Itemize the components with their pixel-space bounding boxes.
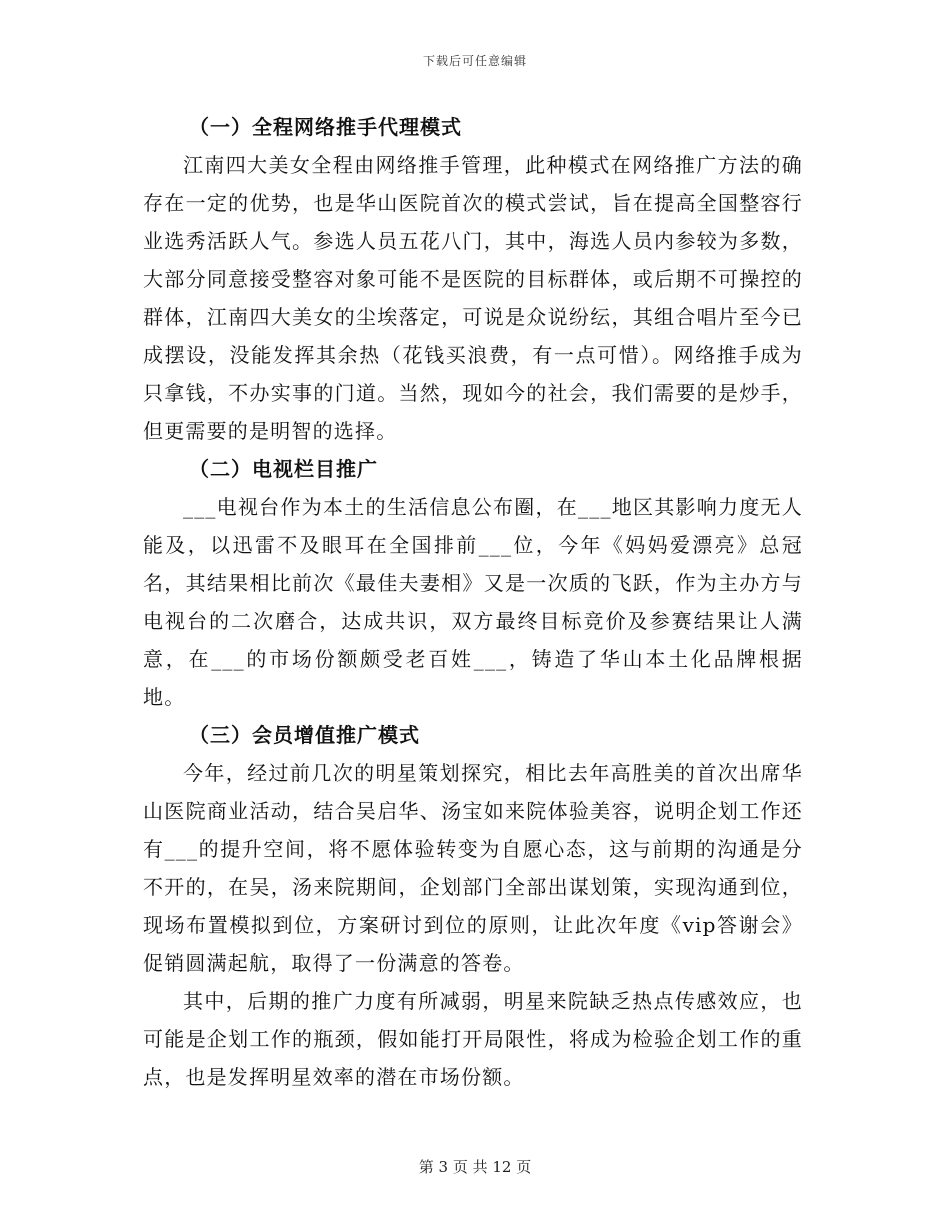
section-heading-3: （三）会员增值推广模式 bbox=[189, 723, 420, 747]
section-3-paragraph-2: 其中，后期的推广力度有所减弱，明星来院缺乏热点传感效应，也可能是企划工作的瓶颈，假如能打开局限性，将成为检验企划工作的重点，也是发挥明星效率的潜在市场份额。 bbox=[143, 989, 803, 1089]
document-body bbox=[143, 108, 803, 1096]
section-heading-2: （二）电视栏目推广 bbox=[189, 457, 378, 481]
header-note: 下载后可任意编辑 bbox=[422, 54, 527, 68]
section-1-paragraph-1: 江南四大美女全程由网络推手管理，此种模式在网络推广方法的确存在一定的优势，也是华山医院首次的模式尝试，旨在提高全国整容行业选秀活跃人气。参选人员五花八门，其中，海选人员内参较为多数，大部分同意接受整容对象可能不是医院的目标群体，或后期不可操控的群体，江南四大美女的尘埃落定，可说是众说纷纭，其组合唱片至今已成摆设，没能发挥其余热（花钱买浪费，有一点可惜）。网络推手成为只拿钱，不办实事的门道。当然，现如今的社会，我们需要的是炒手，但更需要的是明智的选择。 bbox=[143, 153, 803, 443]
section-3-paragraph-1: 今年，经过前几次的明星策划探究，相比去年高胜美的首次出席华山医院商业活动，结合吴启华、汤宝如来院体验美容，说明企划工作还有___的提升空间，将不愿体验转变为自愿心态，这与前期的沟通是分不开的，在吴，汤来院期间，企划部门全部出谋划策，实现沟通到位，现场布置模拟到位，方案研讨到位的原则，让此次年度《vip答谢会》促销圆满起航，取得了一份满意的答卷。 bbox=[143, 761, 803, 975]
section-heading-1: （一）全程网络推手代理模式 bbox=[189, 115, 462, 139]
section-2-paragraph-1: ___电视台作为本土的生活信息公布圈，在___地区其影响力度无人能及，以迅雷不及眼耳在全国排前___位，今年《妈妈爱漂亮》总冠名，其结果相比前次《最佳夫妻相》又是一次质的飞跃，作为主办方与电视台的二次磨合，达成共识，双方最终目标竞价及参赛结果让人满意，在___的市场份额颇受老百姓___，铸造了华山本土化品牌根据地。 bbox=[143, 495, 803, 709]
page-number-footer: 第 3 页 共 12 页 bbox=[418, 1158, 532, 1176]
